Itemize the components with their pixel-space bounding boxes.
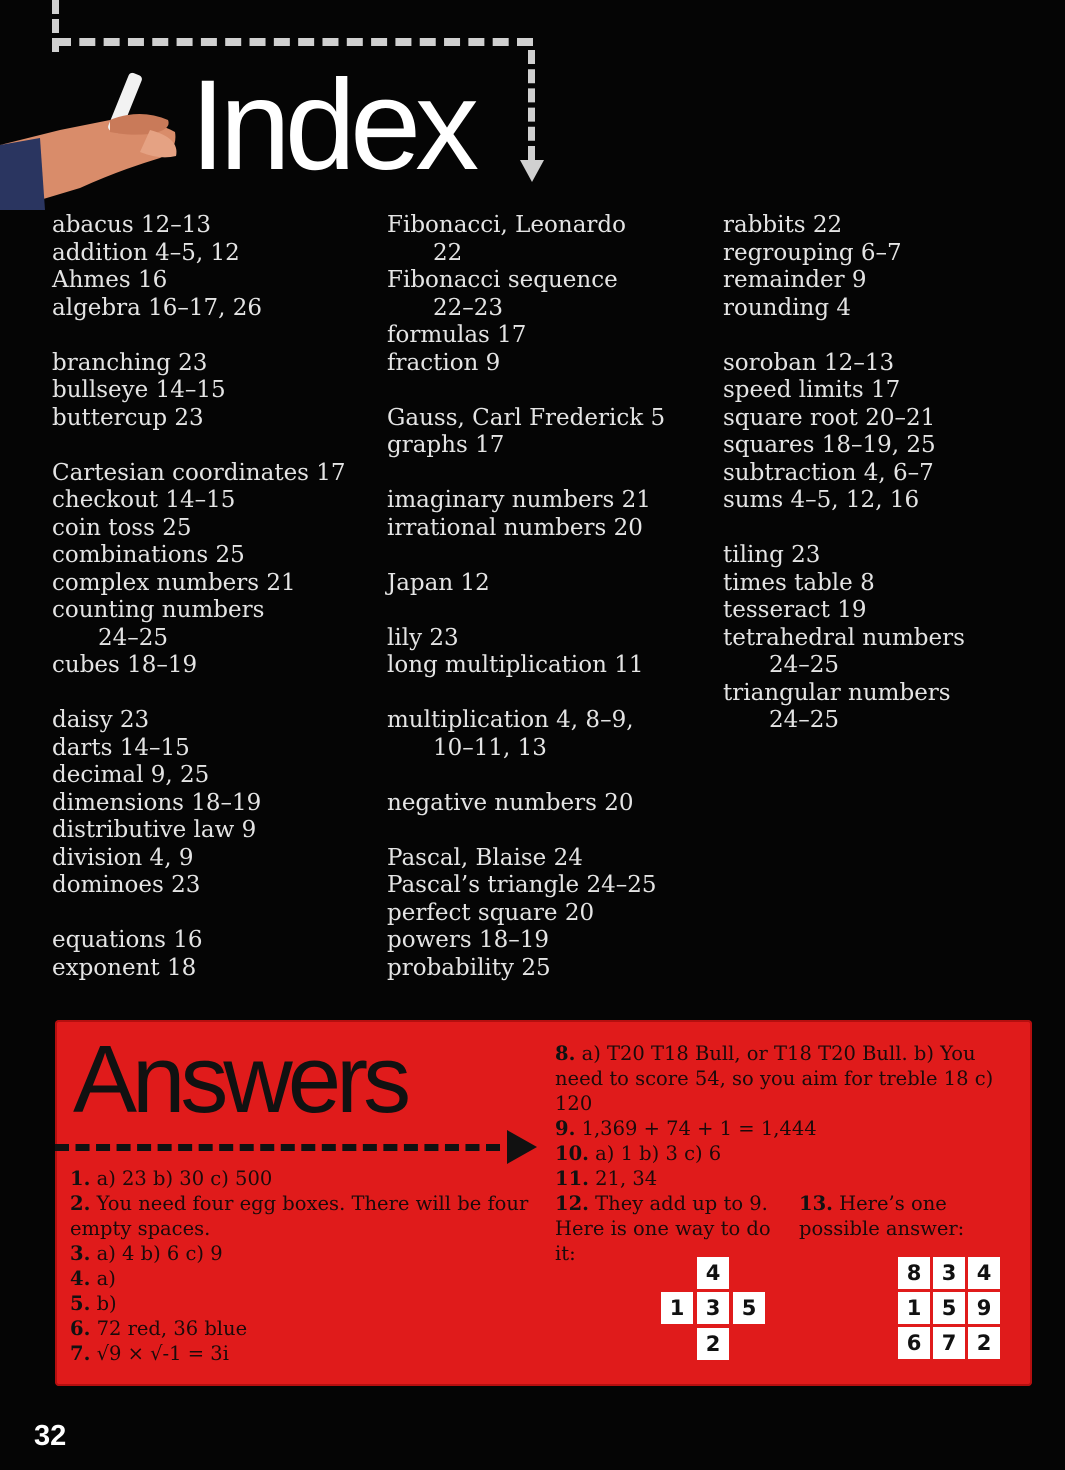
answers-list-left bbox=[70, 1166, 540, 1366]
index-entry-text: darts 14–15 bbox=[52, 734, 190, 761]
answer-item bbox=[555, 1141, 1015, 1166]
grid-cell-right: 5 bbox=[733, 1292, 765, 1324]
index-entry-text: subtraction 4, 6–7 bbox=[723, 459, 934, 486]
index-entry bbox=[387, 570, 717, 598]
index-entry-text: powers 18–19 bbox=[387, 927, 550, 953]
index-entry-text: counting numbers bbox=[52, 597, 265, 623]
index-entry-text: bullseye 14–15 bbox=[52, 377, 226, 403]
index-entry-text: speed limits 17 bbox=[723, 377, 901, 403]
index-entry-continuation: 24–25 bbox=[98, 624, 169, 651]
answer-number: 2. bbox=[70, 1192, 91, 1215]
answer-text: They add up to 9. Here is one way to do it: bbox=[555, 1192, 771, 1265]
index-entry-text: distributive law 9 bbox=[52, 817, 257, 843]
index-entry bbox=[52, 240, 382, 268]
index-entry-text: abacus 12–13 bbox=[52, 212, 211, 238]
index-entry bbox=[52, 487, 382, 515]
answer-item bbox=[70, 1166, 540, 1191]
answers-dash-line bbox=[55, 1144, 500, 1151]
grid-cell: 6 bbox=[898, 1327, 930, 1359]
answer-item bbox=[70, 1191, 540, 1241]
index-entry bbox=[52, 570, 382, 598]
index-entry bbox=[52, 872, 382, 900]
index-entry bbox=[52, 295, 382, 323]
index-header bbox=[0, 0, 600, 215]
hand-holding-chalk-icon bbox=[0, 60, 200, 210]
index-entry bbox=[52, 267, 382, 295]
index-entry-text: Fibonacci sequence bbox=[387, 267, 618, 293]
index-entry-text: times table 8 bbox=[723, 569, 875, 596]
answer-text: a) 23 b) 30 c) 500 bbox=[96, 1167, 273, 1190]
index-entry-text: cubes 18–19 bbox=[52, 652, 198, 678]
answer-text: b) bbox=[96, 1292, 117, 1315]
grid-cell-top: 4 bbox=[697, 1257, 729, 1289]
index-entry-text: soroban 12–13 bbox=[723, 349, 895, 376]
index-entry bbox=[387, 350, 717, 378]
grid-cell: 1 bbox=[898, 1292, 930, 1324]
index-entry bbox=[52, 790, 382, 818]
index-entry bbox=[387, 652, 717, 680]
index-entry-text: irrational numbers 20 bbox=[387, 514, 643, 541]
answer-item bbox=[70, 1316, 540, 1341]
index-entry bbox=[52, 377, 382, 405]
answer-12 bbox=[555, 1191, 785, 1266]
answer-number: 1. bbox=[70, 1167, 91, 1190]
answer-item bbox=[70, 1241, 540, 1266]
index-entry-text: daisy 23 bbox=[52, 707, 150, 733]
index-entry-text: exponent 18 bbox=[52, 954, 197, 981]
index-entry-text: checkout 14–15 bbox=[52, 487, 236, 513]
index-column-1 bbox=[52, 212, 382, 982]
grid-cell: 5 bbox=[933, 1292, 965, 1324]
index-entry bbox=[387, 432, 717, 460]
grid-cell: 2 bbox=[968, 1327, 1000, 1359]
answer-item bbox=[70, 1266, 540, 1291]
index-entry-text: Cartesian coordinates 17 bbox=[52, 459, 346, 486]
index-entry-text: remainder 9 bbox=[723, 267, 867, 293]
index-entry-continuation: 24–25 bbox=[769, 707, 840, 733]
answer-item bbox=[555, 1116, 1015, 1141]
index-entry-continuation: 10–11, 13 bbox=[433, 734, 547, 761]
grid-cell: 9 bbox=[968, 1292, 1000, 1324]
grid-cell-left: 1 bbox=[661, 1292, 693, 1324]
answers-list-right bbox=[555, 1041, 1015, 1191]
index-entry bbox=[387, 322, 717, 350]
index-entry bbox=[723, 680, 1053, 735]
index-entry-text: regrouping 6–7 bbox=[723, 239, 902, 266]
index-entry-text: perfect square 20 bbox=[387, 899, 595, 926]
index-entry bbox=[387, 625, 717, 653]
answer-text: 21, 34 bbox=[595, 1167, 658, 1190]
index-entry-text: Ahmes 16 bbox=[52, 267, 168, 293]
index-entry bbox=[52, 542, 382, 570]
answer-number: 12. bbox=[555, 1192, 589, 1215]
arrow-right-icon bbox=[507, 1130, 537, 1164]
index-entry-text: square root 20–21 bbox=[723, 404, 936, 431]
index-entry-text: rounding 4 bbox=[723, 294, 852, 321]
answer-item bbox=[555, 1166, 1015, 1191]
index-entry-text: tetrahedral numbers bbox=[723, 624, 965, 651]
index-entry-text: rabbits 22 bbox=[723, 212, 843, 238]
answer-text: Here’s one possible answer: bbox=[799, 1192, 965, 1240]
index-entry bbox=[52, 762, 382, 790]
answer-number: 13. bbox=[799, 1192, 833, 1215]
index-entry bbox=[387, 267, 717, 322]
index-entry-text: combinations 25 bbox=[52, 542, 245, 568]
answer-number: 10. bbox=[555, 1142, 589, 1165]
index-entry-continuation: 24–25 bbox=[769, 652, 840, 678]
index-entry bbox=[52, 707, 382, 735]
index-entry-text: coin toss 25 bbox=[52, 514, 192, 541]
index-entry-text: complex numbers 21 bbox=[52, 569, 296, 596]
answers-title: Answers bbox=[73, 1026, 407, 1133]
index-entry-text: decimal 9, 25 bbox=[52, 762, 210, 788]
index-entry-text: lily 23 bbox=[387, 624, 459, 651]
index-entry-text: imaginary numbers 21 bbox=[387, 487, 651, 513]
answer-text: a) 4 b) 6 c) 9 bbox=[96, 1242, 223, 1265]
index-entry bbox=[723, 350, 1053, 378]
index-entry bbox=[52, 350, 382, 378]
index-column-2 bbox=[387, 212, 717, 982]
answer-13 bbox=[799, 1191, 1019, 1241]
index-entry bbox=[723, 570, 1053, 598]
index-entry-text: long multiplication 11 bbox=[387, 652, 644, 678]
grid-cell: 4 bbox=[968, 1257, 1000, 1289]
index-entry bbox=[52, 927, 382, 955]
grid-cell: 8 bbox=[898, 1257, 930, 1289]
answer-item bbox=[70, 1341, 540, 1366]
index-entry bbox=[723, 240, 1053, 268]
index-entry-text: algebra 16–17, 26 bbox=[52, 294, 263, 321]
answer-text: 1,369 + 74 + 1 = 1,444 bbox=[581, 1117, 817, 1140]
answer-text: a) 1 b) 3 c) 6 bbox=[595, 1142, 722, 1165]
index-entry bbox=[52, 652, 382, 680]
index-entry-text: division 4, 9 bbox=[52, 844, 194, 871]
index-entry-text: formulas 17 bbox=[387, 322, 527, 348]
index-entry bbox=[52, 955, 382, 983]
index-entry bbox=[52, 817, 382, 845]
index-entry-text: dimensions 18–19 bbox=[52, 789, 262, 816]
answer-number: 9. bbox=[555, 1117, 576, 1140]
index-entry bbox=[723, 487, 1053, 515]
answer-text: You need four egg boxes. There will be four empty spaces. bbox=[70, 1192, 529, 1240]
index-entry-text: Fibonacci, Leonardo bbox=[387, 212, 626, 238]
index-entry bbox=[723, 432, 1053, 460]
index-entry bbox=[387, 845, 717, 873]
answer-number: 5. bbox=[70, 1292, 91, 1315]
answer-number: 6. bbox=[70, 1317, 91, 1340]
index-entry-text: probability 25 bbox=[387, 954, 551, 981]
answer-text: a) T20 T18 Bull, or T18 T20 Bull. b) You need to score 54, so you aim for treble 18 c) 120 bbox=[555, 1042, 994, 1115]
index-entry-text: addition 4–5, 12 bbox=[52, 239, 240, 266]
index-entry bbox=[52, 515, 382, 543]
index-entry-text: tesseract 19 bbox=[723, 597, 867, 623]
index-entry-text: Japan 12 bbox=[387, 569, 490, 596]
index-entry-continuation: 22 bbox=[433, 239, 463, 266]
index-entry bbox=[387, 405, 717, 433]
grid-cell-bottom: 2 bbox=[697, 1328, 729, 1360]
index-entry bbox=[52, 405, 382, 433]
index-entry bbox=[387, 900, 717, 928]
answer-item bbox=[70, 1291, 540, 1316]
grid-cell: 3 bbox=[933, 1257, 965, 1289]
index-entry bbox=[723, 212, 1053, 240]
page-number: 32 bbox=[34, 1420, 67, 1452]
answer-number: 4. bbox=[70, 1267, 91, 1290]
index-entry-text: Gauss, Carl Frederick 5 bbox=[387, 404, 666, 431]
index-entry-text: tiling 23 bbox=[723, 542, 821, 568]
index-entry bbox=[723, 625, 1053, 680]
index-entry bbox=[52, 597, 382, 652]
answer-text: a) bbox=[96, 1267, 116, 1290]
answers-panel bbox=[55, 1020, 1032, 1386]
index-entry-text: equations 16 bbox=[52, 927, 203, 953]
index-entry bbox=[723, 597, 1053, 625]
index-entry-text: dominoes 23 bbox=[52, 872, 201, 898]
index-entry bbox=[387, 487, 717, 515]
index-entry bbox=[387, 707, 717, 762]
index-entry bbox=[387, 790, 717, 818]
index-title: Index bbox=[190, 54, 474, 197]
index-entry-text: sums 4–5, 12, 16 bbox=[723, 487, 920, 513]
chalk-dash-right bbox=[528, 50, 535, 160]
index-entry-text: buttercup 23 bbox=[52, 404, 204, 431]
answer-item bbox=[555, 1041, 1015, 1116]
index-entry-text: Pascal, Blaise 24 bbox=[387, 844, 583, 871]
index-entry bbox=[52, 460, 382, 488]
chalk-dash-top bbox=[55, 38, 533, 46]
index-entry-continuation: 22–23 bbox=[433, 294, 504, 321]
answer-text: √9 × √-1 = 3i bbox=[96, 1342, 229, 1365]
index-entry bbox=[387, 955, 717, 983]
index-entry bbox=[387, 212, 717, 267]
index-entry bbox=[52, 845, 382, 873]
index-entry bbox=[387, 927, 717, 955]
index-entry-text: fraction 9 bbox=[387, 349, 501, 376]
answer-number: 11. bbox=[555, 1167, 589, 1190]
index-entry bbox=[723, 267, 1053, 295]
index-entry-text: Pascal’s triangle 24–25 bbox=[387, 872, 657, 898]
answer-number: 7. bbox=[70, 1342, 91, 1365]
index-entry-text: triangular numbers bbox=[723, 679, 951, 706]
index-entry-text: multiplication 4, 8–9, bbox=[387, 707, 634, 733]
answer-number: 8. bbox=[555, 1042, 576, 1065]
index-entry-text: branching 23 bbox=[52, 349, 208, 376]
index-entry-text: graphs 17 bbox=[387, 432, 505, 458]
index-entry-text: negative numbers 20 bbox=[387, 789, 634, 816]
index-entry bbox=[723, 377, 1053, 405]
index-entry bbox=[723, 405, 1053, 433]
grid-cell: 7 bbox=[933, 1327, 965, 1359]
index-entry bbox=[723, 460, 1053, 488]
index-entry bbox=[723, 542, 1053, 570]
index-entry bbox=[723, 295, 1053, 323]
answer-number: 3. bbox=[70, 1242, 91, 1265]
answer-text: 72 red, 36 blue bbox=[96, 1317, 248, 1340]
index-entry bbox=[52, 735, 382, 763]
index-entry-text: squares 18–19, 25 bbox=[723, 432, 936, 458]
chalk-arrow-down-icon bbox=[520, 160, 544, 182]
index-entry bbox=[387, 515, 717, 543]
grid-cell-center: 3 bbox=[697, 1292, 729, 1324]
index-column-3 bbox=[723, 212, 1053, 735]
index-entry bbox=[387, 872, 717, 900]
index-entry bbox=[52, 212, 382, 240]
